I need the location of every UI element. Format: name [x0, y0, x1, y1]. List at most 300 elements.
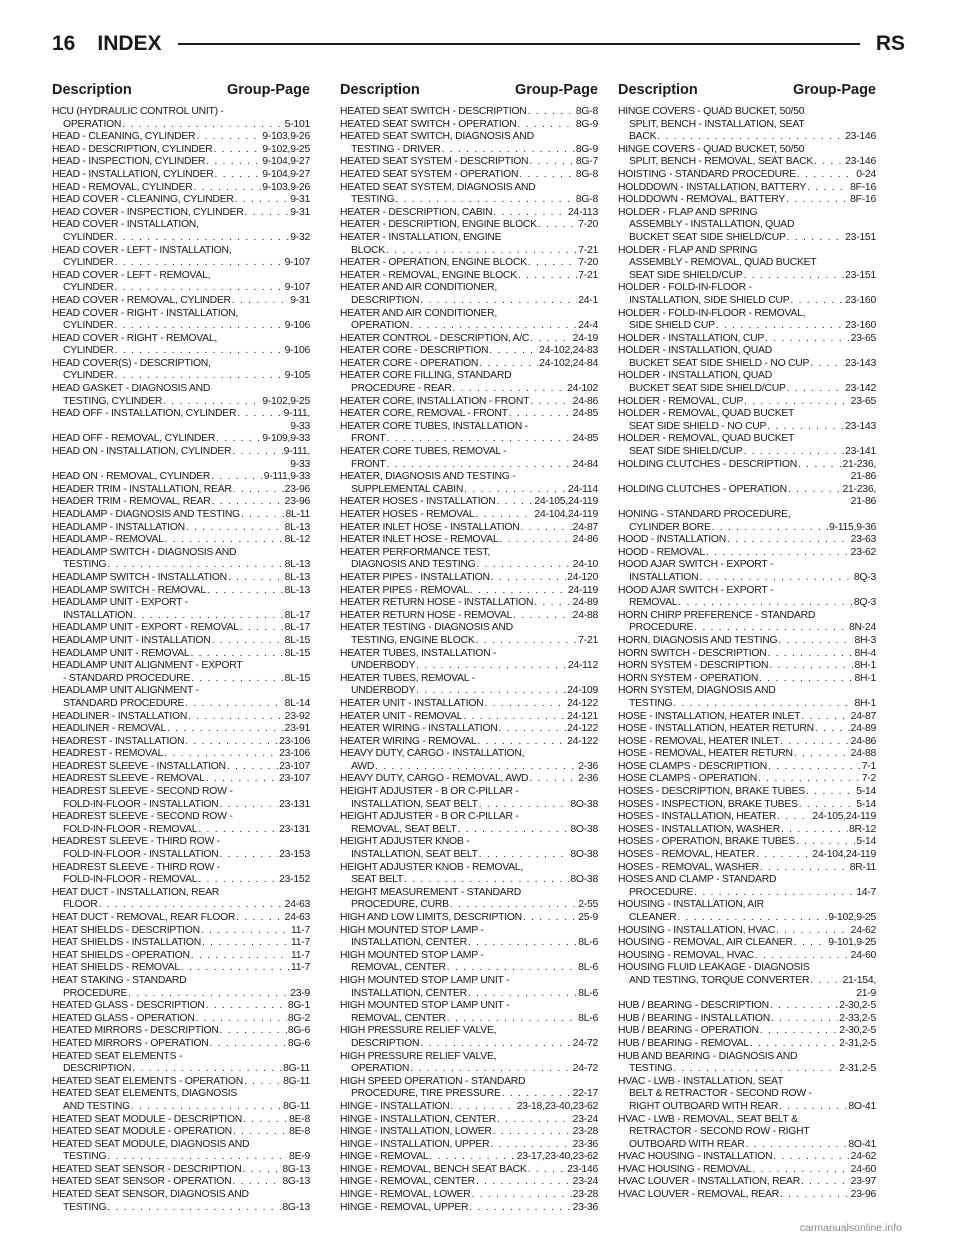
index-entry: [52, 635, 310, 648]
entry-text: FOLD-IN-FLOOR - REMOVAL: [63, 874, 198, 886]
entry-text: HEATER CORE, REMOVAL - FRONT: [340, 408, 508, 420]
page-reference: 8R-12: [848, 823, 876, 835]
entry-text: HEATER CORE, INSTALLATION - FRONT: [340, 395, 530, 407]
page-reference: 8E-9: [289, 1151, 310, 1163]
dot-leader: [216, 433, 261, 446]
entry-text: CYLINDER: [63, 257, 114, 269]
index-entry: [618, 245, 876, 283]
index-entry: [52, 106, 310, 131]
dot-leader: [517, 119, 574, 132]
entry-text: HEAD OFF - INSTALLATION, CYLINDER: [52, 408, 237, 420]
index-entry: [52, 295, 310, 308]
entry-text: HIGH SPEED OPERATION - STANDARD: [340, 1075, 526, 1087]
index-entry: [618, 962, 876, 1000]
entry-text: HORN SYSTEM, DIAGNOSIS AND: [618, 685, 776, 697]
entry-text: HEADREST SLEEVE - REMOVAL: [52, 773, 205, 785]
entry-text: HEAD COVER - INSTALLATION,: [52, 219, 199, 231]
index-entry: [52, 522, 310, 535]
dot-leader: [237, 408, 282, 421]
page-reference: 23-106: [279, 735, 310, 747]
page-reference: 24-60: [850, 949, 876, 961]
page-reference: 8L-6: [578, 987, 598, 999]
entry-text: REMOVAL, SEAT BELT: [351, 823, 457, 835]
dot-leader: [794, 748, 850, 761]
index-entry: [340, 711, 598, 724]
entry-text: HINGE - INSTALLATION: [340, 1100, 450, 1112]
dot-leader: [773, 1151, 849, 1164]
entry-text: TESTING, ENGINE BLOCK: [351, 634, 475, 646]
dot-leader: [497, 1114, 572, 1127]
entry-text: HVAC HOUSING - INSTALLATION: [618, 1151, 773, 1163]
entry-text: RETRACTOR - SECOND ROW - RIGHT: [629, 1126, 810, 1138]
index-entry: [340, 1126, 598, 1139]
page-reference: 23-106: [279, 748, 310, 760]
entry-text: HORN CHIRP PREFERENCE - STANDARD: [618, 609, 816, 621]
entry-text: HEAD GASKET - DIAGNOSIS AND: [52, 383, 211, 395]
entry-text: TESTING: [351, 194, 395, 206]
entry-text: REMOVAL, CENTER: [351, 962, 446, 974]
entry-text: HOSES - INSTALLATION, HEATER: [618, 811, 777, 823]
dot-leader: [801, 1176, 850, 1189]
dot-leader: [768, 761, 861, 774]
index-entry: [340, 1076, 598, 1101]
index-entry: [52, 1088, 310, 1113]
index-entry: [340, 496, 598, 509]
entry-text: HOLDER - INSTALLATION, CUP: [618, 332, 765, 344]
dot-leader: [712, 522, 828, 535]
dot-leader: [797, 169, 855, 182]
page-reference: 24-72: [572, 1037, 598, 1049]
index-entry: [618, 484, 876, 509]
page-reference: 7-21: [578, 269, 598, 281]
index-entry: [618, 207, 876, 245]
index-entry: [52, 1051, 310, 1076]
dot-leader: [107, 1202, 281, 1215]
page-reference: 8L-13: [284, 521, 310, 533]
dot-leader: [228, 572, 284, 585]
dot-leader: [796, 836, 855, 849]
entry-text: PROCEDURE, TIRE PRESSURE: [351, 1088, 501, 1100]
group-page-heading: Group-Page: [227, 82, 310, 98]
dot-leader: [780, 1189, 850, 1202]
page-reference: 7-20: [578, 257, 598, 269]
entry-text: HEATER CORE FILLING, STANDARD: [340, 370, 512, 382]
entry-text: HEATER TUBES, REMOVAL -: [340, 672, 475, 684]
dot-leader: [235, 194, 290, 207]
index-entry: [52, 975, 310, 1000]
entry-text: HEAD - INSPECTION, CYLINDER: [52, 156, 206, 168]
dot-leader: [442, 144, 575, 157]
dot-leader: [760, 1025, 839, 1038]
entry-text: SEAT SIDE SHIELD - NO CUP: [629, 420, 767, 432]
index-entry: [618, 106, 876, 144]
page-reference: 8L-14: [284, 697, 310, 709]
dot-leader: [799, 799, 855, 812]
entry-text: AND TESTING: [63, 1100, 130, 1112]
entry-text: HONING - STANDARD PROCEDURE,: [618, 509, 791, 520]
page-reference: 8L-11: [285, 509, 310, 520]
page-reference: 8L-6: [578, 1012, 598, 1024]
dot-leader: [122, 119, 283, 132]
column-heading-2: [340, 82, 598, 102]
index-entry: [618, 1164, 876, 1177]
dot-leader: [472, 1189, 572, 1202]
page-reference-continued: 21-86: [850, 471, 876, 483]
page-reference: 8G-8: [575, 106, 598, 117]
dot-leader: [780, 736, 849, 749]
entry-text: HOSE - REMOVAL, HEATER RETURN: [618, 748, 793, 760]
index-entry: [52, 1176, 310, 1189]
page-reference: 21-154,: [842, 974, 876, 986]
dot-leader: [530, 396, 571, 409]
entry-text: HEADLAMP SWITCH - INSTALLATION: [52, 571, 227, 583]
index-entry: [52, 207, 310, 220]
index-entry: [52, 736, 310, 749]
entry-text: HEATED SEAT SENSOR, DIAGNOSIS AND: [52, 1189, 249, 1201]
page-reference: 8G-13: [282, 1176, 310, 1188]
entry-text: HEATER CORE TUBES, REMOVAL -: [340, 446, 507, 458]
entry-text: HUB / BEARING - DESCRIPTION: [618, 1000, 769, 1012]
dot-leader: [133, 610, 283, 623]
dot-leader: [493, 1126, 572, 1139]
dot-leader: [451, 1101, 516, 1114]
index-entry: [340, 912, 598, 925]
entry-text: HEADLINER - REMOVAL: [52, 723, 166, 735]
dot-leader: [534, 597, 571, 610]
index-entry: [618, 1189, 876, 1202]
page-reference: 9-102,9-25: [828, 912, 876, 923]
page-reference: 8L-13: [284, 584, 310, 596]
index-entry: [618, 761, 876, 774]
dot-leader: [469, 1202, 571, 1215]
entry-text: PROCEDURE: [629, 622, 694, 634]
entry-text: HOLDER - FOLD-IN-FLOOR - REMOVAL,: [618, 307, 806, 319]
page-reference: 23-65: [850, 332, 876, 344]
entry-text: HORN, DIAGNOSIS AND TESTING: [618, 634, 778, 646]
entry-text: DESCRIPTION: [63, 1063, 132, 1075]
dot-leader: [188, 711, 284, 724]
index-entry: [340, 358, 598, 371]
entry-text: PROCEDURE, CURB: [351, 899, 449, 911]
dot-leader: [479, 358, 538, 371]
dot-leader: [236, 912, 284, 925]
page-reference: 24-102: [567, 383, 598, 395]
index-entry: [340, 1164, 598, 1177]
entry-text: HEAD COVER - INSPECTION, CYLINDER: [52, 206, 244, 218]
dot-leader: [201, 925, 290, 938]
index-entry: [52, 547, 310, 572]
index-entry: [52, 622, 310, 635]
index-entry: [52, 156, 310, 169]
entry-text: HEATED SEAT MODULE - DESCRIPTION: [52, 1113, 243, 1125]
entry-text: HEATED SEAT SYSTEM - OPERATION: [340, 168, 519, 180]
dot-leader: [513, 610, 572, 623]
index-entry: [340, 1139, 598, 1152]
index-entry: [618, 194, 876, 207]
dot-leader: [716, 320, 844, 333]
dot-leader: [215, 169, 262, 182]
entry-text: HOLDING CLUTCHES - OPERATION: [618, 483, 787, 495]
index-entry: [618, 610, 876, 635]
entry-text: HEATED SEAT SWITCH, DIAGNOSIS AND: [340, 131, 534, 143]
index-entry: [340, 1051, 598, 1076]
index-entry: [340, 119, 598, 132]
dot-leader: [476, 635, 578, 648]
index-entry: [618, 660, 876, 673]
dot-leader: [185, 698, 284, 711]
column-heading-1: [52, 82, 310, 102]
dot-leader: [450, 899, 577, 912]
entry-text: HOLDER - REMOVAL, QUAD BUCKET: [618, 408, 795, 420]
entry-text: HEAD - INSTALLATION, CYLINDER: [52, 168, 214, 180]
page-reference: 24-63: [284, 899, 310, 911]
dot-leader: [206, 773, 278, 786]
index-entry: [618, 1114, 876, 1152]
dot-leader: [706, 547, 850, 560]
index-entry: [618, 1038, 876, 1051]
entry-text: HEATED SEAT SENSOR - OPERATION: [52, 1176, 232, 1188]
group-page-heading: Group-Page: [515, 82, 598, 98]
dot-leader: [479, 849, 570, 862]
index-entry: [52, 1114, 310, 1127]
dot-leader: [232, 446, 282, 459]
dot-leader: [232, 1176, 281, 1189]
page-reference: 8L-6: [578, 937, 598, 949]
index-entry: [52, 219, 310, 244]
entry-text: HEIGHT ADJUSTER - B OR C-PILLAR -: [340, 786, 519, 798]
entry-text: AWD: [351, 760, 375, 772]
entry-text: INSTALLATION, SIDE SHIELD CUP: [629, 294, 790, 306]
entry-text: FOLD-IN-FLOOR - INSTALLATION: [63, 798, 219, 810]
entry-text: HVAC HOUSING - REMOVAL: [618, 1163, 752, 1175]
index-entry: [340, 572, 598, 585]
entry-text: HOSE - INSTALLATION, HEATER INLET: [618, 710, 801, 722]
dot-leader: [744, 270, 845, 283]
dot-leader: [677, 912, 827, 925]
entry-text: HOSE - INSTALLATION, HEATER RETURN: [618, 723, 814, 735]
dot-leader: [375, 761, 577, 774]
page-reference-continued: 9-33: [290, 458, 310, 470]
dot-leader: [115, 320, 284, 333]
index-entry: [52, 773, 310, 786]
entry-text: TESTING - DRIVER: [351, 143, 441, 155]
dot-leader: [727, 534, 850, 547]
dot-leader: [484, 698, 566, 711]
dot-leader: [765, 333, 850, 346]
page-reference: 23-131: [279, 823, 310, 835]
entry-text: UNDERBODY: [351, 685, 416, 697]
page-reference: 5-14: [856, 836, 876, 848]
page-reference: 5-14: [856, 798, 876, 810]
index-entry: [340, 622, 598, 647]
dot-leader: [759, 673, 853, 686]
dot-leader: [815, 723, 850, 736]
entry-text: HUB / BEARING - REMOVAL: [618, 1037, 749, 1049]
page-reference: 9-32: [290, 231, 310, 243]
entry-text: HEADREST - REMOVAL: [52, 748, 164, 760]
page-reference: 23-143: [845, 420, 876, 432]
entry-text: HOLDER - REMOVAL, CUP: [618, 395, 744, 407]
entry-text: HCU (HYDRAULIC CONTROL UNIT) -: [52, 106, 224, 117]
index-entry: [618, 836, 876, 849]
entry-text: HOSE CLAMPS - OPERATION: [618, 773, 757, 785]
page-reference: 24-72: [572, 1063, 598, 1075]
index-entry: [340, 610, 598, 623]
entry-text: HVAC - LWB - REMOVAL, SEAT BELT &: [618, 1113, 798, 1125]
index-entry: [52, 937, 310, 950]
index-entry: [340, 887, 598, 912]
page-reference: 23-160: [845, 294, 876, 306]
page-reference: 11-7: [290, 962, 310, 974]
entry-text: FRONT: [351, 458, 386, 470]
index-entry: [340, 333, 598, 346]
index-entry: [618, 925, 876, 938]
dot-leader: [489, 345, 538, 358]
index-entry: [52, 333, 310, 358]
entry-text: HEATER TESTING - DIAGNOSIS AND: [340, 622, 513, 634]
page-reference: 2-55: [578, 899, 598, 911]
index-entry: [340, 396, 598, 409]
entry-text: HEATER - OPERATION, ENGINE BLOCK: [340, 257, 527, 269]
entry-text: HEADLAMP UNIT ALIGNMENT - EXPORT: [52, 660, 243, 672]
dot-leader: [244, 1076, 282, 1089]
dot-leader: [233, 1126, 288, 1139]
entry-text: HEATER HOSES - INSTALLATION: [340, 496, 496, 508]
page-reference: 8L-13: [284, 571, 310, 583]
index-entry: [618, 333, 876, 346]
dot-leader: [493, 207, 567, 220]
entry-text: HINGE - INSTALLATION, LOWER: [340, 1126, 492, 1138]
dot-leader: [779, 1101, 847, 1114]
entry-text: HEATER CONTROL - DESCRIPTION, A/C: [340, 332, 530, 344]
dot-leader: [242, 1164, 281, 1177]
page-reference: 8Q-3: [853, 597, 876, 609]
dot-leader: [475, 509, 533, 522]
dot-leader: [476, 559, 571, 572]
page-reference: 23-91: [284, 723, 310, 735]
entry-text: HUB AND BEARING - DIAGNOSIS AND: [618, 1050, 798, 1062]
index-entry: [340, 308, 598, 333]
entry-text: HINGE - REMOVAL, CENTER: [340, 1176, 475, 1188]
page-reference: 24-113: [567, 206, 598, 218]
index-entry: [52, 1139, 310, 1164]
entry-text: HEATED SEAT MODULE, DIAGNOSIS AND: [52, 1138, 250, 1150]
index-entry: [340, 232, 598, 257]
page-reference: 8H-1: [854, 672, 876, 684]
entry-text: TESTING: [63, 559, 107, 571]
page-reference: 21-236,: [842, 458, 876, 470]
dot-leader: [756, 849, 811, 862]
dot-leader: [233, 484, 284, 497]
index-entry: [340, 1202, 598, 1215]
page-reference: 8G-11: [283, 1063, 310, 1075]
index-entry: [52, 131, 310, 144]
index-entry: [618, 862, 876, 875]
entry-text: SEAT SIDE SHIELD/CUP: [629, 446, 743, 458]
model-code: RS: [875, 32, 905, 55]
dot-leader: [786, 194, 849, 207]
dot-leader: [523, 912, 577, 925]
entry-text: HINGE - REMOVAL, BENCH SEAT BACK: [340, 1163, 527, 1175]
index-entry: [52, 597, 310, 622]
entry-text: HEAT SHIELDS - OPERATION: [52, 949, 190, 961]
entry-text: STANDARD PROCEDURE: [63, 697, 185, 709]
page-reference: 9-102,9-25: [262, 395, 310, 407]
page-reference: 8G-9: [575, 118, 598, 130]
watermark: carmanualsonline.info: [799, 1222, 902, 1234]
index-entry: [618, 811, 876, 824]
page-reference: 21-236,: [842, 483, 876, 495]
dot-leader: [212, 496, 284, 509]
entry-text: HEATER, DIAGNOSIS AND TESTING -: [340, 471, 516, 483]
entry-text: HEATER UNIT - INSTALLATION: [340, 697, 484, 709]
entry-text: HOSES AND CLAMP - STANDARD: [618, 874, 777, 886]
entry-text: TESTING: [63, 1201, 107, 1213]
page-reference: 8R-11: [849, 861, 876, 873]
entry-text: TESTING: [629, 1063, 673, 1075]
dot-leader: [115, 345, 284, 358]
page-reference: 2-31,2-5: [839, 1063, 876, 1075]
page-reference: 24-86: [572, 395, 598, 407]
entry-text: REMOVAL, CENTER: [351, 1012, 446, 1024]
page-reference: 8H-1: [854, 697, 876, 709]
index-entry: [52, 862, 310, 887]
entry-text: HOLDER - INSTALLATION, QUAD: [618, 370, 772, 382]
index-entry: [340, 156, 598, 169]
page-reference: 8G-13: [282, 1201, 310, 1213]
page-reference: 5-14: [856, 786, 876, 798]
index-entry: [340, 1101, 598, 1114]
dot-leader: [210, 1038, 287, 1051]
page-reference: 2-30,2-5: [839, 1000, 876, 1012]
entry-text: HOUSING - INSTALLATION, AIR: [618, 899, 764, 911]
entry-text: HEATER PIPES - INSTALLATION: [340, 571, 490, 583]
dot-leader: [193, 182, 261, 195]
page-reference: 8E-8: [289, 1126, 310, 1138]
dot-leader: [801, 711, 849, 724]
index-entry: [618, 899, 876, 924]
dot-leader: [776, 925, 850, 938]
index-entry: [618, 1013, 876, 1026]
entry-text: HEATER - DESCRIPTION, ENGINE BLOCK: [340, 219, 537, 231]
page-reference: 9-103,9-26: [262, 181, 310, 193]
entry-text: HINGE - INSTALLATION, UPPER: [340, 1138, 490, 1150]
entry-text: HEAD ON - REMOVAL, CYLINDER: [52, 471, 211, 483]
dot-leader: [196, 131, 261, 144]
entry-text: PROCEDURE - REAR: [351, 383, 452, 395]
dot-leader: [190, 648, 283, 661]
page-reference: 8L-15: [284, 672, 310, 684]
dot-leader: [198, 824, 278, 837]
index-entry: [618, 308, 876, 333]
entry-text: HOLDDOWN - INSTALLATION, BATTERY: [618, 181, 807, 193]
entry-text: HEAD COVER - REMOVAL, CYLINDER: [52, 294, 231, 306]
page-reference: 7-21: [578, 634, 598, 646]
page-reference: 23-24: [572, 1176, 598, 1188]
entry-text: HOSES - REMOVAL, HEATER: [618, 849, 756, 861]
index-entry: [52, 169, 310, 182]
entry-text: INSTALLATION, SEAT BELT: [351, 798, 478, 810]
index-entry: [340, 1189, 598, 1202]
page-reference: 8G-1: [287, 1000, 310, 1012]
entry-text: HEAD COVER - RIGHT - INSTALLATION,: [52, 307, 239, 319]
entry-text: HEADER TRIM - INSTALLATION, REAR: [52, 483, 232, 495]
header-rule: [178, 43, 860, 45]
page-reference: 24-86: [850, 735, 876, 747]
page-reference: 24-88: [572, 609, 598, 621]
page-reference: 23-36: [572, 1138, 598, 1150]
entry-text: HOUSING FLUID LEAKAGE - DIAGNOSIS: [618, 962, 810, 974]
